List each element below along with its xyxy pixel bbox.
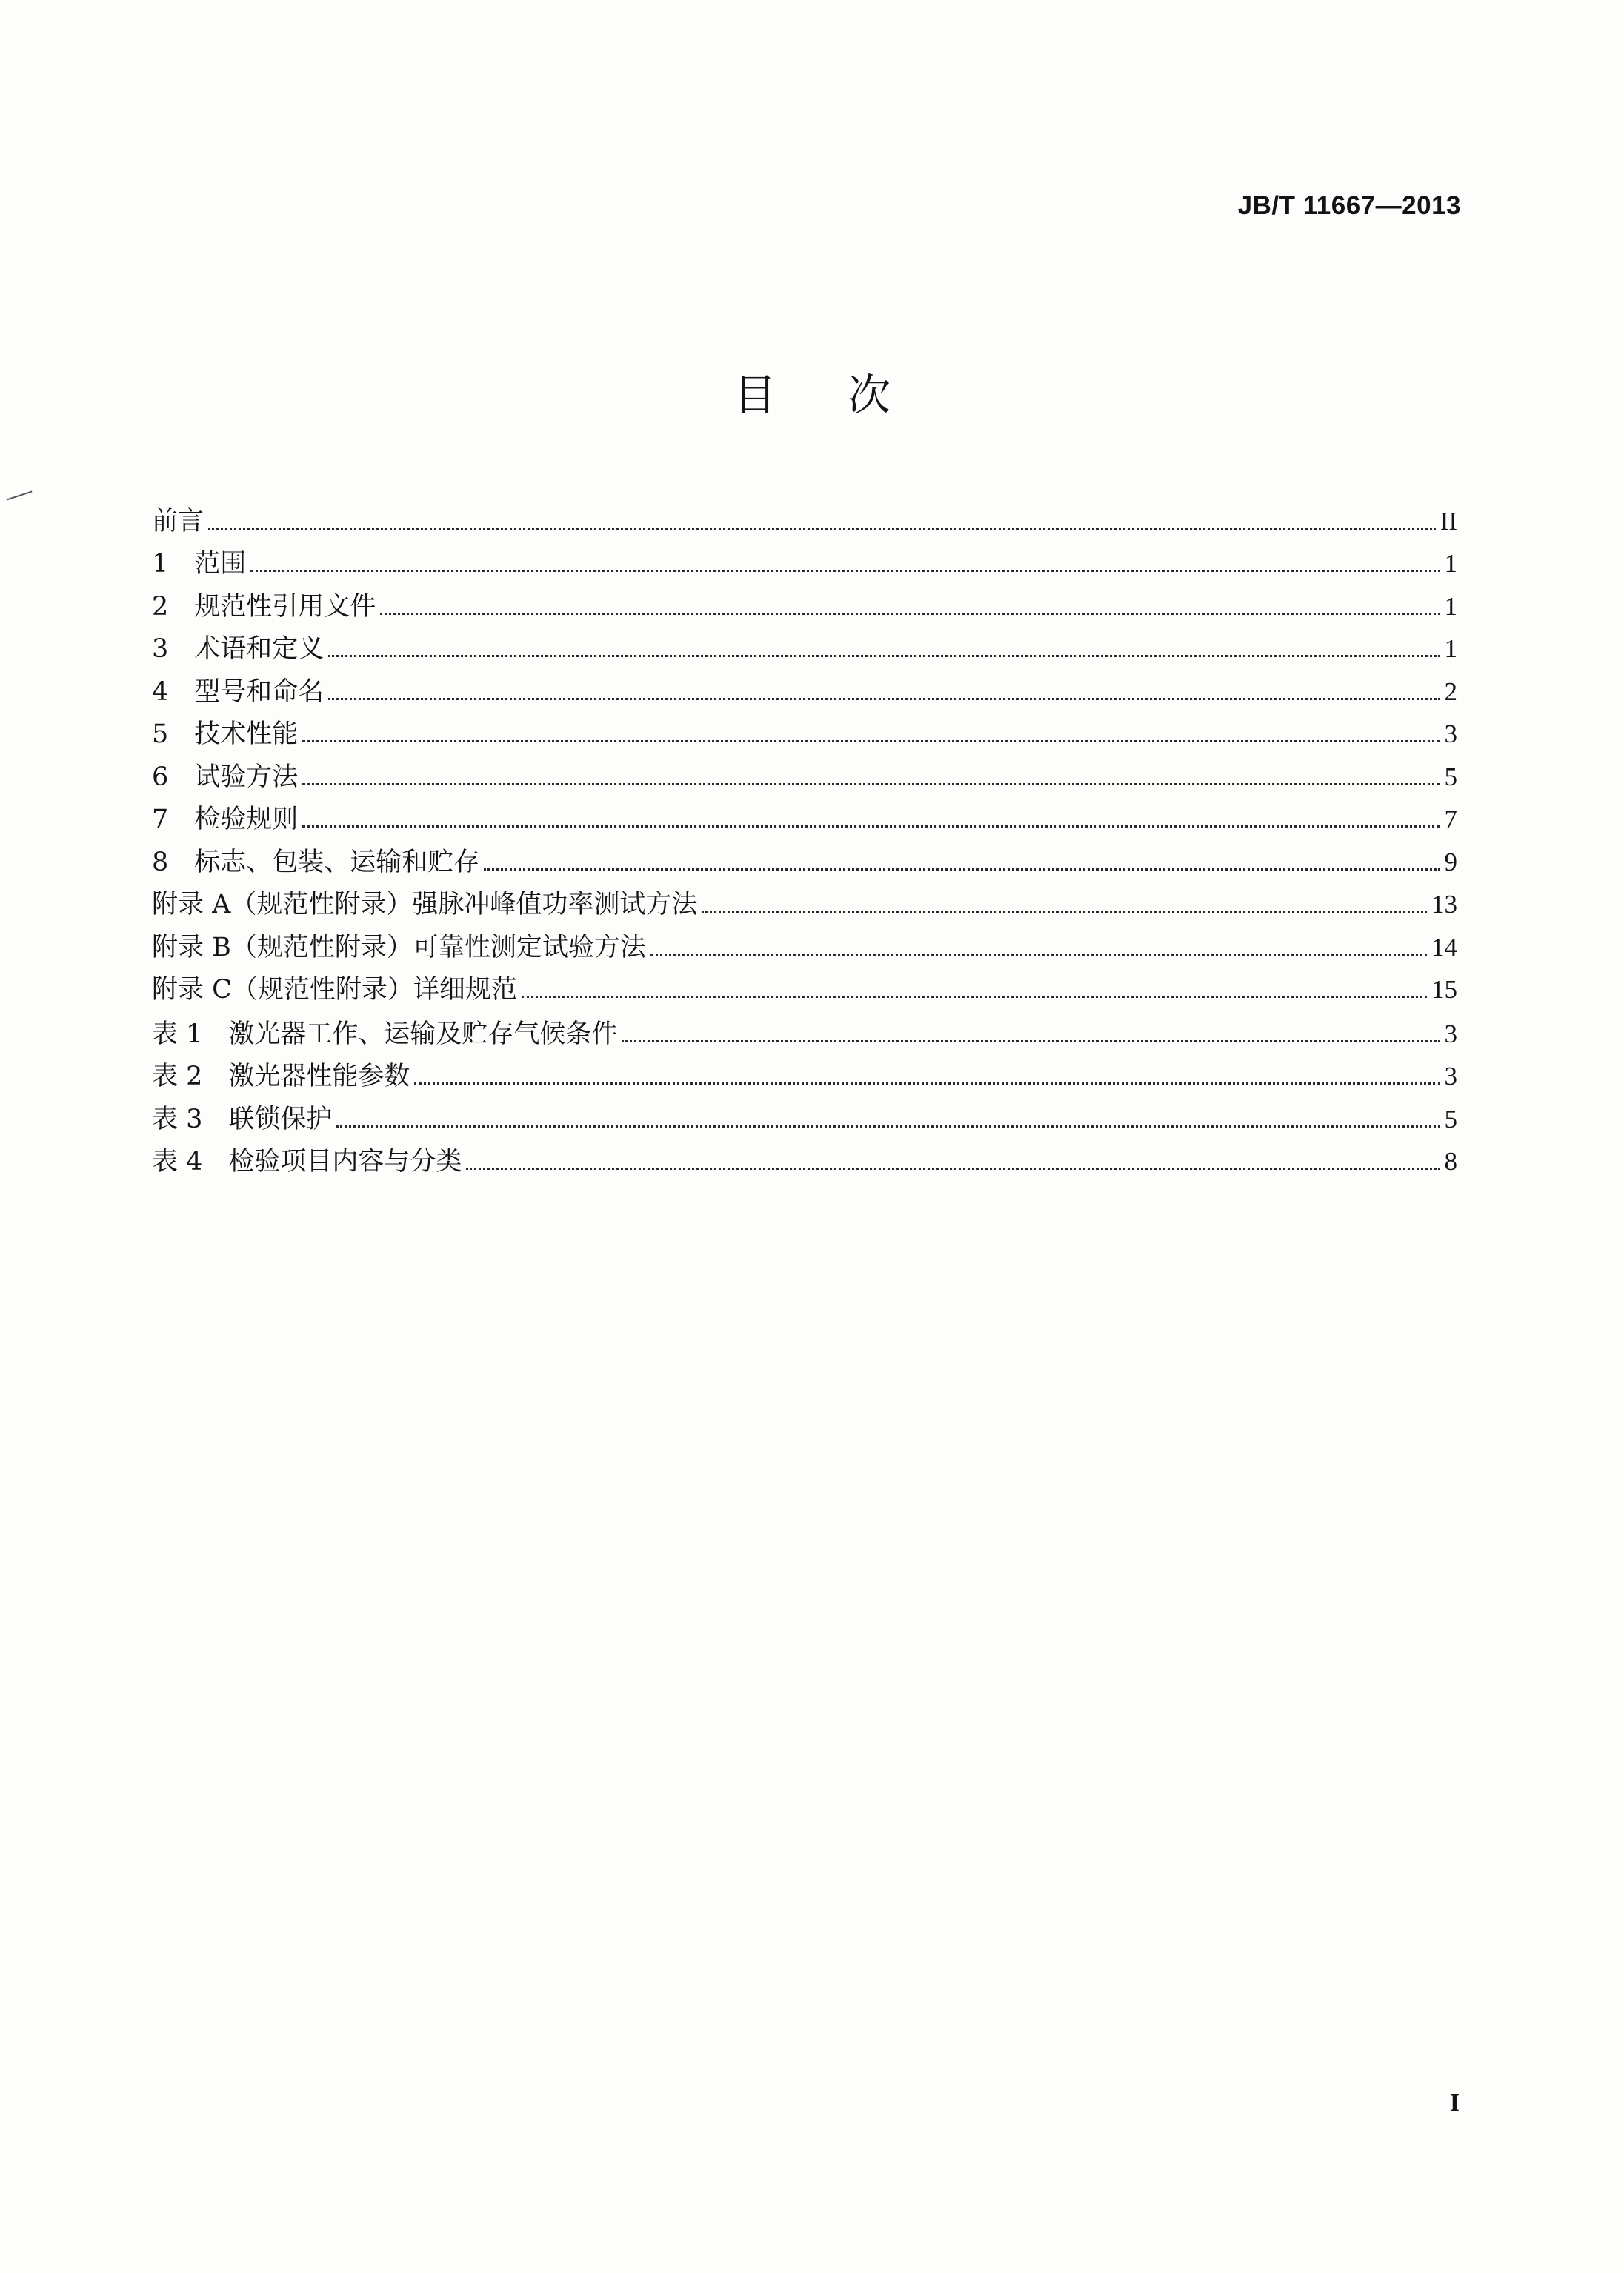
- toc-entry-technical-performance[interactable]: [152, 708, 1457, 751]
- page-title: 目次: [733, 370, 962, 420]
- toc-dot-leader: [302, 740, 1440, 742]
- toc-dot-leader: [208, 528, 1436, 530]
- toc-entry-label: 1 范围: [152, 549, 247, 579]
- toc-entry-label: 2 规范性引用文件: [152, 591, 376, 622]
- toc-dot-leader: [622, 1040, 1440, 1042]
- toc-entry-page: 3: [1444, 719, 1457, 748]
- toc-entry-page: 5: [1444, 1104, 1457, 1134]
- toc-dot-leader: [380, 613, 1440, 615]
- toc-dot-leader: [650, 954, 1427, 956]
- toc-dot-leader: [522, 996, 1427, 998]
- toc-entry-terms[interactable]: [152, 623, 1457, 666]
- toc-entry-page: 1: [1444, 549, 1457, 578]
- toc-entry-label: 表 4 检验项目内容与分类: [152, 1147, 462, 1177]
- toc-dot-leader: [484, 868, 1440, 871]
- toc-dot-leader: [328, 698, 1440, 700]
- toc-dot-leader: [702, 911, 1427, 913]
- toc-entry-label: 3 术语和定义: [152, 634, 325, 664]
- toc-entry-page: 2: [1444, 676, 1457, 706]
- toc-entry-page: 8: [1444, 1147, 1457, 1176]
- toc-entry-page: 3: [1444, 1019, 1457, 1048]
- toc-dot-leader: [466, 1168, 1440, 1170]
- toc-entry-test-methods[interactable]: [152, 751, 1457, 793]
- toc-entry-annex-c[interactable]: [152, 964, 1457, 1007]
- toc-dot-leader: [302, 825, 1440, 828]
- toc-entry-label: 附录 C（规范性附录）详细规范: [152, 975, 517, 1005]
- toc-entry-page: 5: [1444, 762, 1457, 791]
- standard-code: JB/T 11667—2013: [1237, 191, 1461, 220]
- toc-dot-leader: [302, 783, 1440, 785]
- toc-entry-scope[interactable]: [152, 538, 1457, 581]
- toc-entry-label: 4 型号和命名: [152, 676, 325, 707]
- toc-entry-page: 3: [1444, 1062, 1457, 1091]
- toc-entry-marking-packaging[interactable]: [152, 836, 1457, 879]
- toc-entry-table-2[interactable]: [152, 1051, 1457, 1094]
- toc-entry-label: 表 3 联锁保护: [152, 1104, 333, 1134]
- toc-entry-page: II: [1440, 506, 1457, 536]
- toc-entry-label: 5 技术性能: [152, 719, 299, 749]
- toc-entry-label: 表 1 激光器工作、运输及贮存气候条件: [152, 1019, 618, 1049]
- toc-entry-label: 附录 B（规范性附录）可靠性测定试验方法: [152, 932, 646, 962]
- toc-entry-label: 7 检验规则: [152, 805, 299, 834]
- toc-entry-inspection-rules[interactable]: [152, 793, 1457, 836]
- scan-artifact: [7, 490, 33, 500]
- toc-entry-label: 表 2 激光器性能参数: [152, 1062, 410, 1091]
- toc-entry-page: 14: [1431, 932, 1457, 962]
- toc-entry-label: 8 标志、包装、运输和贮存: [152, 847, 480, 877]
- table-of-contents: [152, 495, 1457, 1178]
- toc-entry-model-naming[interactable]: [152, 665, 1457, 708]
- toc-entry-page: 1: [1444, 634, 1457, 663]
- toc-entry-foreword[interactable]: [152, 495, 1457, 538]
- toc-entry-label: 前言: [152, 506, 204, 536]
- toc-entry-page: 1: [1444, 591, 1457, 621]
- toc-entry-page: 15: [1431, 975, 1457, 1004]
- toc-entry-annex-b[interactable]: [152, 921, 1457, 964]
- toc-entry-table-3[interactable]: [152, 1093, 1457, 1136]
- toc-entry-normative-references[interactable]: [152, 580, 1457, 623]
- toc-entry-label: 6 试验方法: [152, 762, 299, 792]
- toc-dot-leader: [336, 1125, 1440, 1128]
- toc-entry-annex-a[interactable]: [152, 879, 1457, 922]
- toc-dot-leader: [328, 655, 1440, 657]
- toc-dot-leader: [414, 1082, 1440, 1085]
- toc-entry-page: 9: [1444, 847, 1457, 876]
- toc-entry-table-4[interactable]: [152, 1136, 1457, 1179]
- toc-entry-table-1[interactable]: [152, 1008, 1457, 1051]
- page-number: I: [1449, 2089, 1460, 2117]
- toc-entry-page: 7: [1444, 805, 1457, 833]
- toc-dot-leader: [250, 570, 1440, 572]
- toc-entry-page: 13: [1431, 890, 1457, 919]
- toc-entry-label: 附录 A（规范性附录）强脉冲峰值功率测试方法: [152, 890, 698, 919]
